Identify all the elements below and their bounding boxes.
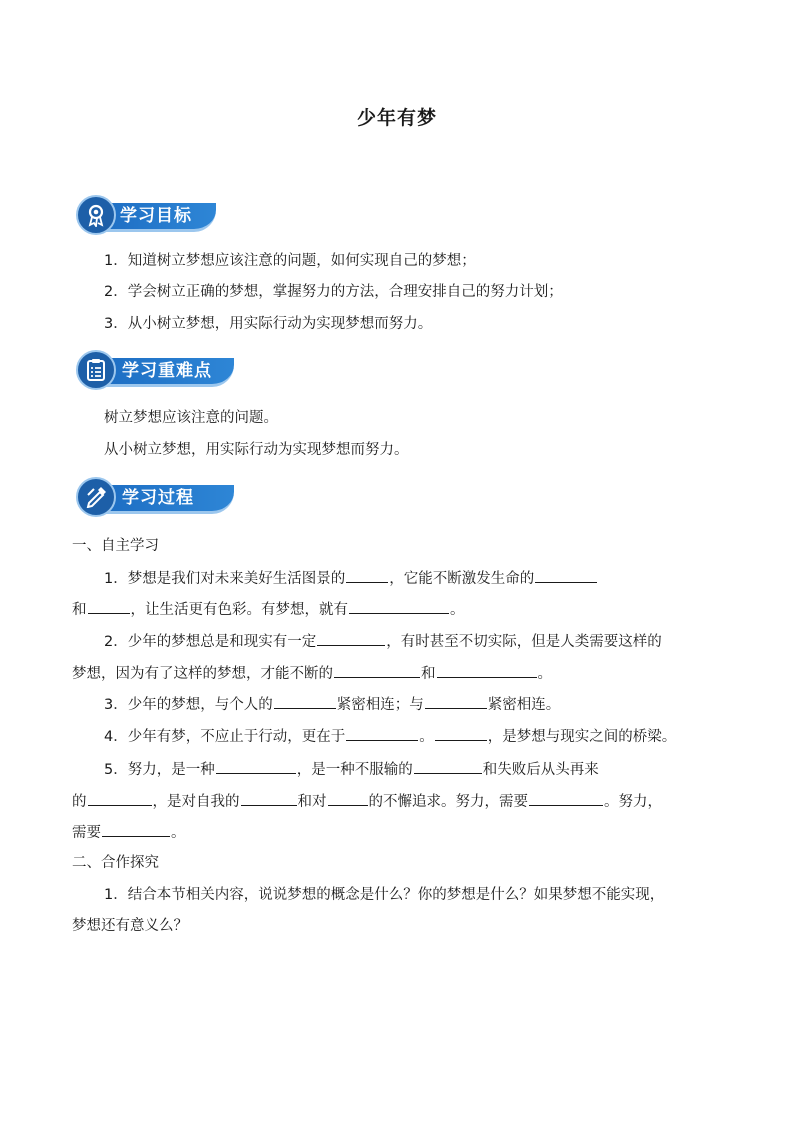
question-2: 2．少年的梦想总是和现实有一定 ，有时甚至不切实际，但是人类需要这样的: [104, 630, 662, 652]
keypoints-banner: [76, 350, 236, 390]
goal-item: 1．知道树立梦想应该注意的问题，如何实现自己的梦想；: [104, 253, 476, 269]
question-1: 1．梦想是我们对未来美好生活图景的 ，它能不断激发生命的: [104, 567, 598, 589]
answer-blank[interactable]: [241, 790, 297, 806]
question-5: 5．努力，是一种 ，是一种不服输的 和失败后从头再来: [104, 758, 599, 780]
question-1-cont: 和 ，让生活更有色彩。有梦想，就有 。: [72, 598, 465, 620]
page-title: 少年有梦: [356, 107, 437, 129]
question-5-cont: 的 ，是对自我的 和对 的不懈追求。努力，需要 。努力，: [72, 790, 662, 812]
answer-blank[interactable]: [334, 662, 420, 678]
answer-blank[interactable]: [435, 725, 487, 741]
answer-blank[interactable]: [346, 725, 418, 741]
goal-item: 3．从小树立梦想，用实际行动为实现梦想而努力。: [104, 316, 433, 332]
question-3: 3．少年的梦想，与个人的 紧密相连；与 紧密相连。: [104, 693, 560, 715]
keypoints-heading: 学习重难点: [122, 361, 212, 381]
pencil-icon: [76, 477, 116, 517]
question-4: 4．少年有梦，不应止于行动，更在于 。 ，是梦想与现实之间的桥梁。: [104, 725, 676, 747]
answer-blank[interactable]: [317, 630, 385, 646]
answer-blank[interactable]: [346, 567, 388, 583]
answer-blank[interactable]: [535, 567, 597, 583]
discussion-1-cont: 梦想还有意义么？: [72, 918, 188, 934]
keypoint-item: 从小树立梦想，用实际行动为实现梦想而努力。: [104, 442, 409, 458]
question-5-cont2: 需要 。: [72, 821, 186, 843]
answer-blank[interactable]: [529, 790, 603, 806]
answer-blank[interactable]: [328, 790, 368, 806]
answer-blank[interactable]: [349, 598, 449, 614]
discussion-1: 1．结合本节相关内容，说说梦想的概念是什么？你的梦想是什么？如果梦想不能实现，: [104, 887, 665, 903]
part2-heading: 二、合作探究: [72, 855, 159, 871]
answer-blank[interactable]: [102, 821, 170, 837]
process-heading: 学习过程: [122, 488, 194, 508]
goals-banner: [76, 195, 221, 235]
answer-blank[interactable]: [88, 598, 130, 614]
answer-blank[interactable]: [88, 790, 152, 806]
keypoint-item: 树立梦想应该注意的问题。: [104, 410, 278, 426]
answer-blank[interactable]: [437, 662, 537, 678]
award-ribbon-icon: [76, 195, 116, 235]
question-2-cont: 梦想，因为有了这样的梦想，才能不断的 和 。: [72, 662, 552, 684]
clipboard-icon: [76, 350, 116, 390]
part1-heading: 一、自主学习: [72, 538, 159, 554]
answer-blank[interactable]: [274, 693, 336, 709]
answer-blank[interactable]: [216, 758, 296, 774]
goals-heading: 学习目标: [120, 206, 192, 226]
answer-blank[interactable]: [414, 758, 482, 774]
goal-item: 2．学会树立正确的梦想，掌握努力的方法，合理安排自己的努力计划；: [104, 284, 563, 300]
answer-blank[interactable]: [425, 693, 487, 709]
process-banner: [76, 477, 236, 517]
